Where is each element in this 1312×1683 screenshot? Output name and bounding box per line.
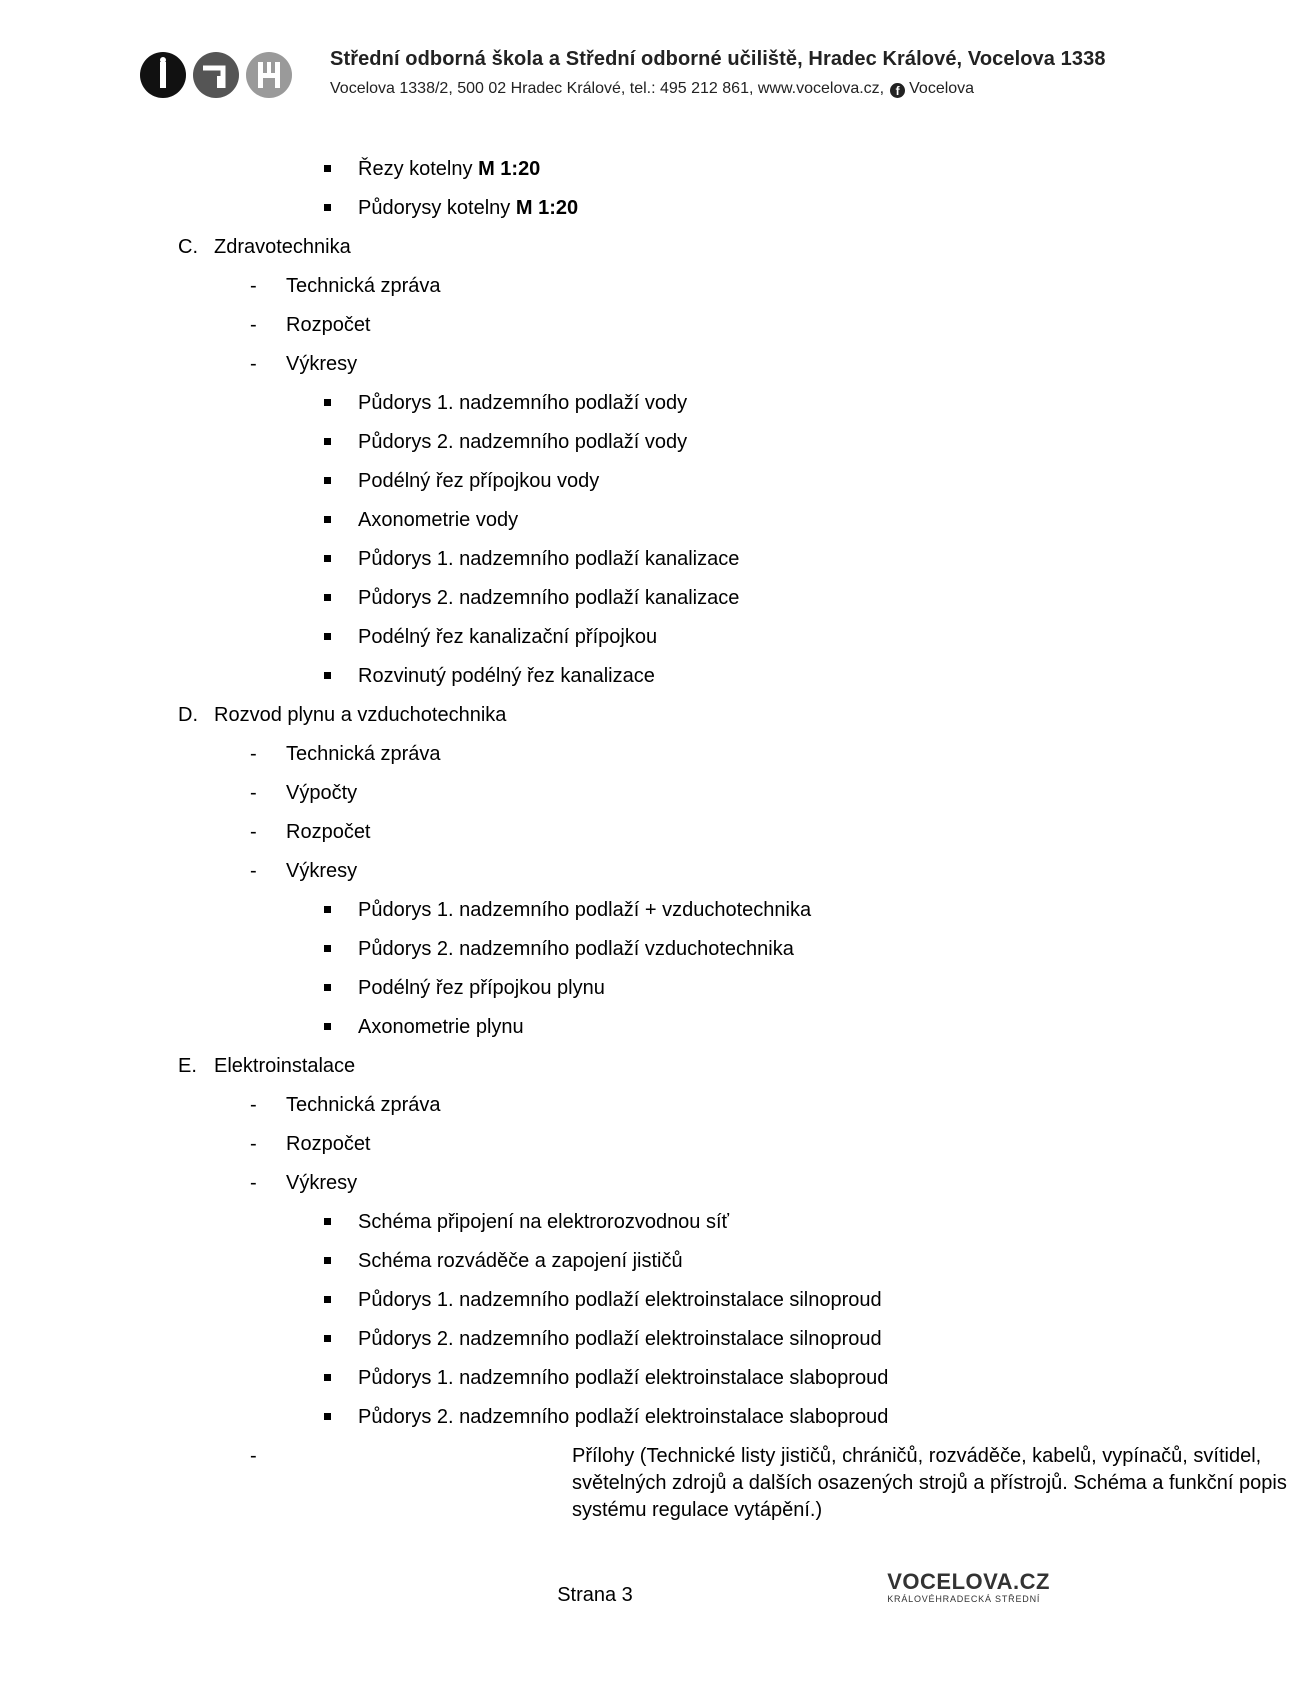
list-item-text: Půdorys 2. nadzemního podlaží elektroinstalace silnoproud [358,1328,882,1350]
sections-container [0,228,1287,1524]
facebook-label: Vocelova [909,80,975,97]
list-item-text: Půdorysy kotelny [358,197,516,219]
section-marker: E. [178,1055,197,1077]
section-title: Rozvod plynu a vzduchotechnika [214,704,507,726]
square-bullet-icon [324,399,331,406]
dash-marker: - [250,743,257,765]
list-item [0,774,1190,813]
square-bullet-icon [324,945,331,952]
list-item [0,1086,1190,1125]
list-item-text: Půdorys 1. nadzemního podlaží kanalizace [358,548,740,570]
list-item [0,930,1190,969]
list-item-text: Podélný řez kanalizační přípojkou [358,626,658,648]
list-item [0,423,1190,462]
scale-label: M 1:20 [515,197,579,219]
list-item-text: Půdorys 2. nadzemního podlaží kanalizace [358,587,740,609]
list-item [0,1281,1190,1320]
list-item [0,1008,1190,1047]
list-item-text: Výkresy [286,860,358,882]
list-item-text: Půdorys 1. nadzemního podlaží + vzduchotechnika [358,899,812,921]
list-item-text: Rozpočet [286,821,371,843]
list-item [0,150,1190,189]
list-item [0,267,1190,306]
list-item-text: Technická zpráva [286,275,441,297]
list-item [0,813,1190,852]
list-item-text: Půdorys 2. nadzemního podlaží vody [358,431,688,453]
list-item-text: Půdorys 1. nadzemního podlaží vody [358,392,688,414]
list-item [0,852,1190,891]
document-body [0,150,1287,1524]
list-item-text: Výkresy [286,353,358,375]
list-item-text: Schéma rozváděče a zapojení jističů [358,1250,683,1272]
square-bullet-icon [324,1023,331,1030]
footer-brand-logo [887,1570,1050,1604]
logo-mark-3-icon [246,52,292,98]
square-bullet-icon [324,1296,331,1303]
list-item [0,345,1190,384]
list-item-text: Podélný řez přípojkou vody [358,470,600,492]
section-marker: C. [178,236,198,258]
square-bullet-icon [324,555,331,562]
list-item-text: Řezy kotelny [358,158,479,180]
list-item-text: Půdorys 1. nadzemního podlaží elektroinstalace slaboproud [358,1367,889,1389]
school-name: Střední odborná škola a Střední odborné učiliště, Hradec Králové, Vocelova 1338 [330,48,1106,70]
square-bullet-icon [324,672,331,679]
dash-marker: - [250,860,257,882]
address-text: Vocelova 1338/2, 500 02 Hradec Králové, tel.: 495 212 861, www.vocelova.cz, [330,80,885,97]
square-bullet-icon [324,906,331,913]
list-item [0,462,1190,501]
list-item [0,891,1190,930]
list-item [0,306,1190,345]
list-item [0,1437,1287,1524]
list-item-text: Rozpočet [286,1133,371,1155]
square-bullet-icon [324,477,331,484]
section-heading [0,1047,1190,1086]
list-item [0,384,1190,423]
list-item-text: Půdorys 1. nadzemního podlaží elektroinstalace silnoproud [358,1289,882,1311]
square-bullet-icon [324,633,331,640]
list-item [0,1125,1190,1164]
list-item-text: Technická zpráva [286,1094,441,1116]
square-bullet-icon [324,1413,331,1420]
list-item [0,1164,1190,1203]
page-header [0,0,1190,120]
logo-mark-1-icon [140,52,186,98]
dash-marker: - [250,1445,257,1467]
list-item [0,1320,1190,1359]
list-item-text: Technická zpráva [286,743,441,765]
dash-marker: - [250,314,257,336]
section-title: Elektroinstalace [214,1055,356,1077]
list-item-text: Půdorys 2. nadzemního podlaží vzduchotechnika [358,938,794,960]
dash-marker: - [250,1094,257,1116]
square-bullet-icon [324,516,331,523]
list-item-text: Axonometrie plynu [358,1016,524,1038]
list-item-text: Přílohy (Technické listy jističů, chráničů, rozváděče, kabelů, vypínačů, svítidel, světelných zdrojů a dalších osazených strojů a přístrojů. Schéma a funkční popis systému regulace vytápění.) [572,1445,1287,1521]
list-item-text: Axonometrie vody [358,509,519,531]
list-item [0,579,1190,618]
section-heading [0,228,1190,267]
dash-marker: - [250,1172,257,1194]
dash-marker: - [250,353,257,375]
list-item-text: Rozpočet [286,314,371,336]
scale-label: M 1:20 [478,158,541,180]
list-item [0,969,1190,1008]
brand-sub: KRÁLOVÉHRADECKÁ STŘEDNÍ [887,1594,1041,1604]
list-item [0,189,1190,228]
list-item-text: Výpočty [286,782,358,804]
square-bullet-icon [324,204,331,211]
section-heading [0,696,1190,735]
list-item-text: Rozvinutý podélný řez kanalizace [358,665,655,687]
list-item [0,1242,1190,1281]
school-address [330,80,974,98]
square-bullet-icon [324,1374,331,1381]
section-marker: D. [178,704,198,726]
list-item [0,618,1190,657]
logo-mark-2-icon [193,52,239,98]
square-bullet-icon [324,165,331,172]
list-item [0,1203,1190,1242]
list-item [0,657,1190,696]
square-bullet-icon [324,1335,331,1342]
list-item [0,1359,1190,1398]
list-item [0,540,1190,579]
dash-marker: - [250,821,257,843]
square-bullet-icon [324,438,331,445]
facebook-icon: f [890,83,905,98]
square-bullet-icon [324,1218,331,1225]
square-bullet-icon [324,594,331,601]
list-item [0,501,1190,540]
dash-marker: - [250,782,257,804]
list-item-text: Schéma připojení na elektrorozvodnou síť [358,1211,730,1233]
brand-main: VOCELOVA.CZ [887,1569,1050,1594]
section-title: Zdravotechnika [214,236,351,258]
list-item [0,1398,1190,1437]
dash-marker: - [250,1133,257,1155]
square-bullet-icon [324,984,331,991]
square-bullet-icon [324,1257,331,1264]
list-item-text: Podélný řez přípojkou plynu [358,977,605,999]
list-item [0,735,1190,774]
list-item-text: Půdorys 2. nadzemního podlaží elektroinstalace slaboproud [358,1406,889,1428]
list-item-text: Výkresy [286,1172,358,1194]
dash-marker: - [250,275,257,297]
page-number: Strana 3 [557,1584,633,1606]
